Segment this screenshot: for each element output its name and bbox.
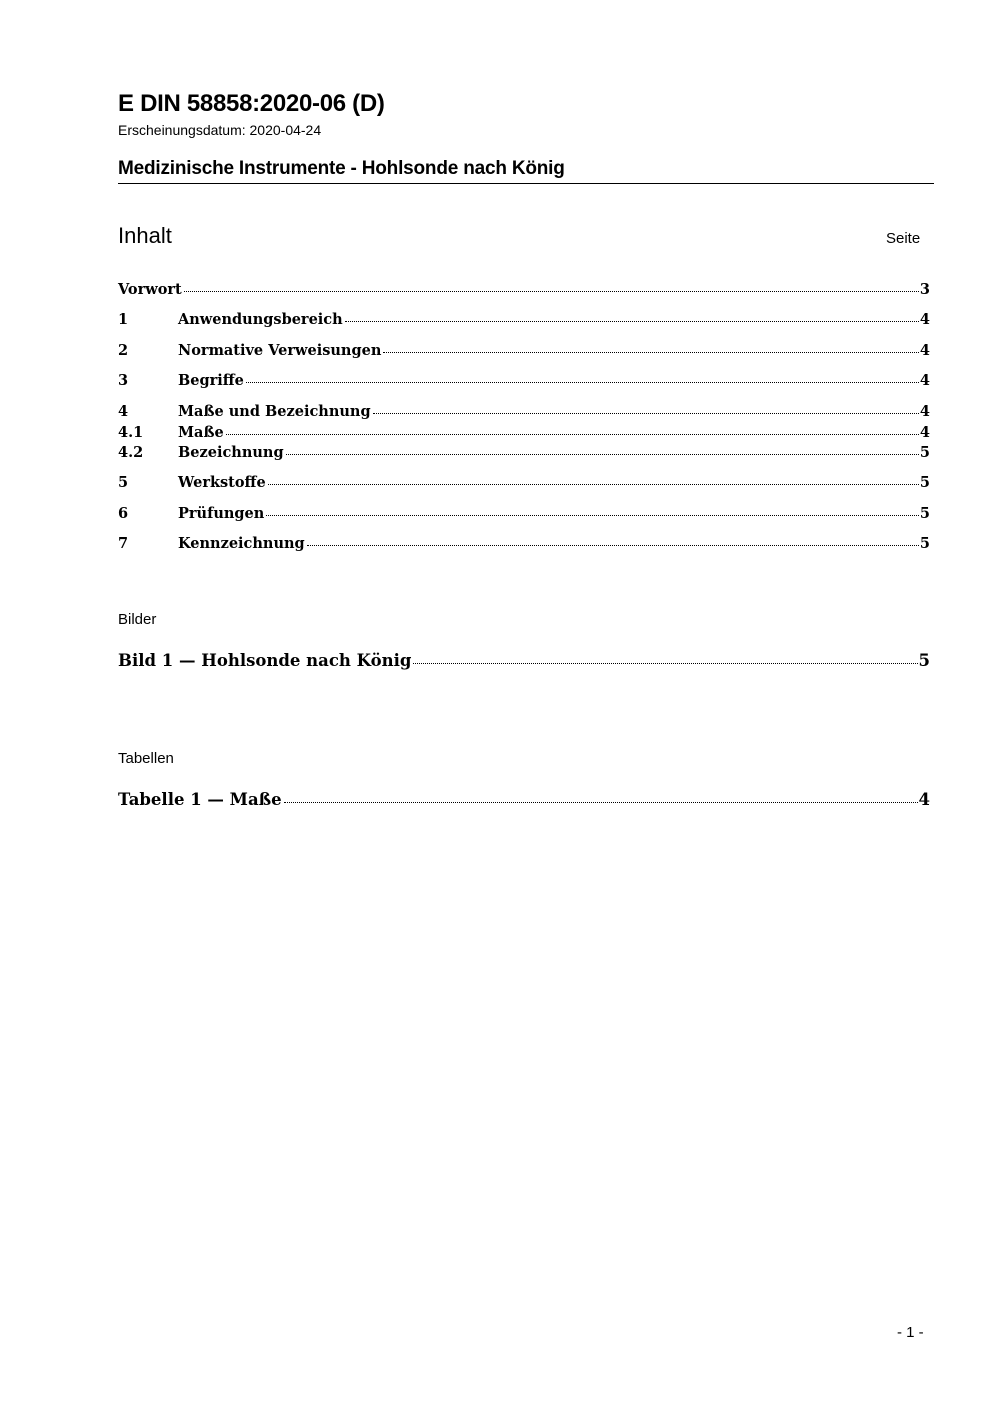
toc-entry-label: Maße und Bezeichnung (178, 403, 371, 420)
page-column-label: Seite (886, 230, 921, 247)
toc-heading: Inhalt (118, 223, 172, 248)
figure-entry-page: 5 (918, 651, 930, 670)
figure-entry-label: Bild 1 — Hohlsonde nach König (118, 651, 412, 670)
toc-entry-begriffe[interactable] (118, 372, 930, 390)
toc-entry-page: 5 (919, 444, 930, 461)
toc-entry-werkstoffe[interactable] (118, 474, 930, 492)
tables-heading: Tabellen (118, 750, 174, 767)
toc-entry-label: Kennzeichnung (178, 535, 305, 552)
toc-entry-page: 4 (919, 372, 930, 389)
leader-dots (184, 291, 919, 292)
leader-dots (307, 545, 919, 546)
toc-entry-label: Anwendungsbereich (178, 311, 343, 328)
leader-dots (284, 802, 918, 803)
toc-entry-number: 4.2 (118, 444, 144, 461)
toc-entry-number: 4.1 (118, 424, 144, 441)
toc-entry-label: Normative Verweisungen (178, 342, 382, 359)
toc-entry-label: Begriffe (178, 372, 244, 389)
toc-entry-number: 5 (118, 474, 129, 491)
toc-entry-number: 2 (118, 342, 129, 359)
table-entry-label: Tabelle 1 — Maße (118, 790, 282, 809)
leader-dots (246, 382, 919, 383)
leader-dots (266, 515, 919, 516)
toc-entry-label: Bezeichnung (178, 444, 284, 461)
toc-entry-page: 4 (919, 342, 930, 359)
toc-entry-kennzeichnung[interactable] (118, 535, 930, 553)
document-subtitle: Medizinische Instrumente - Hohlsonde nach König (118, 158, 565, 179)
toc-entry-page: 4 (919, 424, 930, 441)
table-entry[interactable] (118, 789, 930, 810)
leader-dots (383, 352, 919, 353)
toc-entry-label: Werkstoffe (178, 474, 266, 491)
toc-entry-vorwort[interactable] (118, 281, 930, 299)
toc-entry-masse-und-bezeichnung[interactable] (118, 403, 930, 421)
toc-entry-anwendungsbereich[interactable] (118, 311, 930, 329)
toc-entry-number: 7 (118, 535, 129, 552)
toc-entry-normative-verweisungen[interactable] (118, 342, 930, 360)
toc-entry-page: 4 (919, 403, 930, 420)
leader-dots (226, 434, 919, 435)
leader-dots (345, 321, 919, 322)
toc-entry-number: 1 (118, 311, 129, 328)
toc-entry-bezeichnung[interactable] (118, 444, 930, 462)
leader-dots (373, 413, 919, 414)
toc-entry-page: 3 (919, 281, 930, 298)
toc-entry-number: 3 (118, 372, 129, 389)
figure-entry[interactable] (118, 650, 930, 671)
toc-entry-number: 4 (118, 403, 129, 420)
toc-entry-number: 6 (118, 505, 129, 522)
leader-dots (286, 454, 919, 455)
toc-entry-label: Maße (178, 424, 224, 441)
toc-entry-label: Vorwort (118, 281, 182, 298)
publication-date: Erscheinungsdatum: 2020-04-24 (118, 122, 322, 138)
toc-entry-page: 5 (919, 535, 930, 552)
leader-dots (268, 484, 919, 485)
toc-entry-page: 5 (919, 505, 930, 522)
page-number: - 1 - (897, 1324, 924, 1341)
table-entry-page: 4 (918, 790, 930, 809)
subtitle-divider (118, 183, 934, 184)
toc-entry-masse[interactable] (118, 424, 930, 442)
toc-entry-pruefungen[interactable] (118, 505, 930, 523)
toc-entry-label: Prüfungen (178, 505, 265, 522)
document-title: E DIN 58858:2020-06 (D) (118, 90, 385, 117)
toc-entry-page: 5 (919, 474, 930, 491)
leader-dots (413, 663, 917, 664)
figures-heading: Bilder (118, 611, 157, 628)
toc-entry-page: 4 (919, 311, 930, 328)
